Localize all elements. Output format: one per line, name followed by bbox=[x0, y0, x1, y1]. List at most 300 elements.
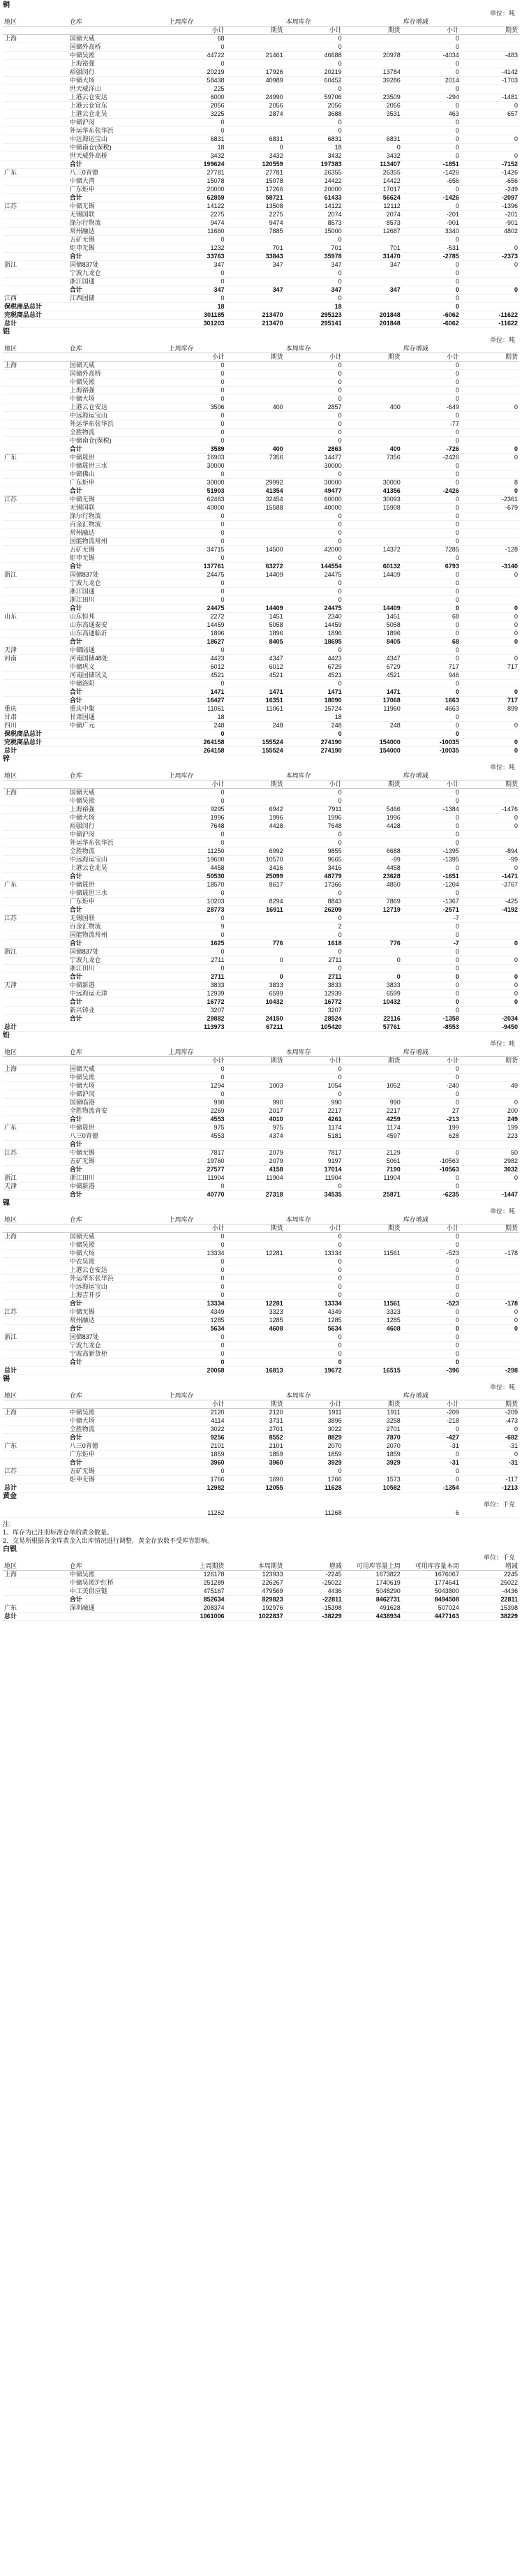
table-cell: 14409 bbox=[343, 571, 402, 579]
table-cell bbox=[226, 395, 285, 404]
table-cell: 中储晟世三水 bbox=[68, 889, 167, 898]
table-cell: 1174 bbox=[343, 1124, 402, 1132]
table-row bbox=[3, 973, 519, 982]
inventory-table bbox=[3, 1216, 519, 1375]
table-row bbox=[3, 847, 519, 856]
table-cell: 13508 bbox=[226, 202, 285, 211]
table-header bbox=[3, 772, 519, 780]
table-row bbox=[3, 1157, 519, 1166]
table-cell: 0 bbox=[226, 973, 285, 982]
table-cell: -1426 bbox=[402, 194, 461, 202]
table-cell bbox=[3, 1074, 68, 1082]
table-cell: 合计 bbox=[68, 697, 167, 705]
table-cell: 3432 bbox=[226, 152, 285, 161]
table-cell: 0 bbox=[461, 822, 519, 831]
table-cell: 10570 bbox=[226, 856, 285, 864]
table-row bbox=[3, 169, 519, 177]
table-cell: 中储沪闵 bbox=[68, 119, 167, 127]
table-cell: 3340 bbox=[402, 228, 461, 236]
table-cell: 15588 bbox=[226, 504, 285, 512]
table-cell: -2361 bbox=[461, 496, 519, 504]
table-cell: 3258 bbox=[343, 1417, 402, 1426]
column-header-futures: 期货 bbox=[461, 1400, 519, 1409]
table-row bbox=[3, 1183, 519, 1191]
table-cell: -294 bbox=[402, 94, 461, 102]
table-cell: 6942 bbox=[226, 806, 285, 814]
table-cell: 8617 bbox=[226, 881, 285, 889]
table-cell bbox=[3, 806, 68, 814]
table-cell: 山东恒邦 bbox=[68, 613, 167, 621]
table-cell bbox=[3, 1258, 68, 1266]
table-cell: 16515 bbox=[343, 1367, 402, 1375]
table-cell bbox=[3, 1291, 68, 1300]
table-cell: 15000 bbox=[285, 228, 343, 236]
table-cell: 常州融达 bbox=[68, 529, 167, 538]
table-cell: -128 bbox=[461, 546, 519, 554]
table-cell: 0 bbox=[285, 579, 343, 588]
table-cell: 江苏 bbox=[3, 202, 68, 211]
table-cell: 0 bbox=[402, 1074, 461, 1082]
table-cell: 9665 bbox=[285, 856, 343, 864]
column-header-last-week: 上周库存 bbox=[167, 1216, 225, 1224]
table-cell bbox=[461, 588, 519, 596]
table-row bbox=[3, 135, 519, 144]
table-cell: 宁波高新货柜 bbox=[68, 1350, 167, 1359]
table-cell bbox=[343, 119, 402, 127]
table-row bbox=[3, 538, 519, 546]
table-cell: 6599 bbox=[226, 990, 285, 998]
table-cell: 14122 bbox=[285, 202, 343, 211]
table-row bbox=[3, 697, 519, 705]
table-cell bbox=[3, 973, 68, 982]
table-cell: 6831 bbox=[167, 135, 225, 144]
table-cell bbox=[226, 1241, 285, 1250]
table-cell: 广东 bbox=[3, 169, 68, 177]
table-row bbox=[3, 529, 519, 538]
table-cell: 上海裕强 bbox=[68, 387, 167, 395]
table-cell: 0 bbox=[285, 60, 343, 68]
table-cell: 6012 bbox=[167, 663, 225, 672]
table-cell: 总计 bbox=[3, 747, 68, 755]
table-cell: 国储天威 bbox=[68, 362, 167, 370]
table-cell: 中储南仓(保税) bbox=[68, 437, 167, 445]
table-cell: 4114 bbox=[167, 1417, 225, 1426]
table-row bbox=[3, 1451, 519, 1459]
column-header-futures: 期货 bbox=[343, 780, 402, 789]
table-cell: 常州融达 bbox=[68, 1317, 167, 1325]
table-cell: 0 bbox=[285, 395, 343, 404]
table-cell: 34535 bbox=[285, 1191, 343, 1199]
table-cell bbox=[461, 378, 519, 387]
table-cell bbox=[226, 1090, 285, 1099]
table-cell: 0 bbox=[402, 1342, 461, 1350]
column-header-futures: 期货 bbox=[343, 1400, 402, 1409]
table-cell bbox=[461, 1007, 519, 1015]
table-cell: 50530 bbox=[167, 873, 225, 881]
table-cell: 宁波九龙仓 bbox=[68, 956, 167, 965]
table-row bbox=[3, 906, 519, 915]
table-cell bbox=[461, 1074, 519, 1082]
table-cell bbox=[343, 1359, 402, 1367]
table-cell bbox=[68, 311, 167, 320]
table-cell bbox=[461, 236, 519, 244]
table-cell bbox=[461, 1283, 519, 1291]
table-cell: -249 bbox=[461, 186, 519, 194]
table-cell: 0 bbox=[167, 1065, 225, 1074]
table-cell bbox=[3, 135, 68, 144]
table-cell: 2857 bbox=[285, 404, 343, 412]
column-header-subtotal: 小计 bbox=[402, 353, 461, 362]
table-cell: 3833 bbox=[343, 982, 402, 990]
table-cell: 天津 bbox=[3, 646, 68, 655]
table-cell: 裕强闵行 bbox=[68, 68, 167, 77]
table-cell: 0 bbox=[461, 739, 519, 747]
table-cell: 16351 bbox=[226, 697, 285, 705]
table-row bbox=[3, 303, 519, 311]
table-cell: 14459 bbox=[167, 621, 225, 630]
table-cell bbox=[226, 1509, 285, 1518]
table-cell: 27781 bbox=[167, 169, 225, 177]
table-cell: 479569 bbox=[226, 1587, 285, 1596]
spacer bbox=[3, 1224, 68, 1233]
table-cell: 9474 bbox=[226, 219, 285, 228]
table-cell: 河南国储48处 bbox=[68, 655, 167, 663]
table-cell: 62859 bbox=[167, 194, 225, 202]
table-cell: 23509 bbox=[343, 94, 402, 102]
table-cell: 990 bbox=[226, 1099, 285, 1107]
table-cell: 6729 bbox=[343, 663, 402, 672]
column-header-subtotal: 小计 bbox=[402, 780, 461, 789]
table-row bbox=[3, 797, 519, 806]
table-cell bbox=[226, 378, 285, 387]
table-cell: 合计 bbox=[68, 1015, 167, 1023]
table-cell: 11268 bbox=[285, 1509, 343, 1518]
table-cell: 0 bbox=[461, 1099, 519, 1107]
table-row bbox=[3, 1266, 519, 1275]
table-cell: -4034 bbox=[402, 52, 461, 60]
table-cell: 0 bbox=[402, 1325, 461, 1333]
table-cell bbox=[461, 529, 519, 538]
table-cell: 9197 bbox=[285, 1157, 343, 1166]
table-cell: 264158 bbox=[167, 739, 225, 747]
table-cell bbox=[461, 362, 519, 370]
table-cell: 0 bbox=[402, 822, 461, 831]
table-cell: 0 bbox=[167, 588, 225, 596]
table-cell: 0 bbox=[167, 387, 225, 395]
spacer bbox=[68, 1400, 167, 1409]
table-cell bbox=[343, 538, 402, 546]
table-cell: 274190 bbox=[285, 747, 343, 755]
table-cell: -25022 bbox=[285, 1579, 343, 1587]
table-cell: 4436 bbox=[285, 1587, 343, 1596]
column-header-region: 地区 bbox=[3, 1216, 68, 1224]
table-cell bbox=[461, 1359, 519, 1367]
table-cell: 0 bbox=[402, 119, 461, 127]
table-cell: 1052 bbox=[343, 1082, 402, 1090]
table-cell bbox=[461, 1266, 519, 1275]
spacer bbox=[68, 27, 167, 35]
table-cell bbox=[3, 1157, 68, 1166]
table-cell bbox=[461, 471, 519, 479]
table-cell: 4458 bbox=[167, 864, 225, 873]
table-cell: -1426 bbox=[402, 169, 461, 177]
note-item: 1、库存为已注册标准仓单的黄金数量。 bbox=[3, 1529, 114, 1536]
table-cell: 0 bbox=[285, 387, 343, 395]
table-cell bbox=[343, 1233, 402, 1241]
table-cell: -656 bbox=[461, 177, 519, 186]
table-cell: 合计 bbox=[68, 1434, 167, 1442]
table-row bbox=[3, 873, 519, 881]
table-cell: -8553 bbox=[402, 1023, 461, 1032]
table-cell: -473 bbox=[461, 1417, 519, 1426]
table-cell bbox=[3, 387, 68, 395]
table-cell: 广东 bbox=[3, 1442, 68, 1451]
table-cell: 8 bbox=[461, 479, 519, 487]
table-cell: 0 bbox=[343, 956, 402, 965]
table-cell: -1703 bbox=[461, 77, 519, 85]
table-row bbox=[3, 219, 519, 228]
table-cell: 4521 bbox=[167, 672, 225, 680]
table-cell: 8573 bbox=[285, 219, 343, 228]
table-cell: 16903 bbox=[167, 454, 225, 462]
notes bbox=[3, 1520, 519, 1546]
table-cell: 合计 bbox=[68, 638, 167, 646]
table-cell: 1471 bbox=[343, 688, 402, 697]
table-cell: 38229 bbox=[461, 1613, 519, 1621]
table-cell: -1851 bbox=[402, 161, 461, 169]
table-cell bbox=[461, 672, 519, 680]
table-cell: 总计 bbox=[3, 320, 68, 328]
table-cell bbox=[226, 1350, 285, 1359]
table-cell: 17014 bbox=[285, 1166, 343, 1174]
table-cell: -1358 bbox=[402, 1015, 461, 1023]
table-cell: 0 bbox=[167, 378, 225, 387]
table-cell: 上海 bbox=[3, 1571, 68, 1579]
table-cell bbox=[3, 244, 68, 253]
table-cell: 涤尔行物流 bbox=[68, 512, 167, 521]
spacer bbox=[343, 1049, 402, 1057]
table-cell: -1651 bbox=[402, 873, 461, 881]
table-cell: 13784 bbox=[343, 68, 402, 77]
table-cell: 0 bbox=[402, 973, 461, 982]
table-cell: 3929 bbox=[285, 1459, 343, 1467]
table-cell bbox=[68, 1367, 167, 1375]
table-cell: 155524 bbox=[226, 739, 285, 747]
table-cell: 总计 bbox=[3, 1367, 68, 1375]
table-cell: 29992 bbox=[226, 479, 285, 487]
table-row bbox=[3, 1090, 519, 1099]
table-cell: 2079 bbox=[226, 1149, 285, 1157]
spacer bbox=[226, 772, 285, 780]
table-cell: 1896 bbox=[226, 630, 285, 638]
table-cell: -209 bbox=[402, 1409, 461, 1417]
table-cell: 1690 bbox=[226, 1476, 285, 1484]
table-cell bbox=[343, 1241, 402, 1250]
table-cell: 199 bbox=[461, 1124, 519, 1132]
table-cell: 4597 bbox=[343, 1132, 402, 1141]
table-cell: 0 bbox=[461, 152, 519, 161]
table-cell: 3833 bbox=[226, 982, 285, 990]
table-cell: 347 bbox=[343, 286, 402, 295]
column-header-futures: 期货 bbox=[461, 1224, 519, 1233]
table-row bbox=[3, 68, 519, 77]
table-cell bbox=[343, 730, 402, 739]
table-cell: 2 bbox=[285, 923, 343, 931]
table-cell: 0 bbox=[461, 1451, 519, 1459]
table-cell bbox=[226, 588, 285, 596]
table-cell bbox=[3, 822, 68, 831]
table-cell bbox=[461, 889, 519, 898]
table-cell: 899 bbox=[461, 705, 519, 713]
section-title: 黄金 bbox=[3, 1493, 17, 1500]
table-cell bbox=[3, 956, 68, 965]
table-cell: 13334 bbox=[167, 1250, 225, 1258]
table-cell: 14500 bbox=[226, 546, 285, 554]
table-cell: -483 bbox=[461, 52, 519, 60]
table-cell bbox=[343, 35, 402, 43]
table-cell: 中储大场 bbox=[68, 814, 167, 822]
table-cell bbox=[461, 144, 519, 152]
column-header-subtotal: 小计 bbox=[285, 1400, 343, 1409]
table-cell: 776 bbox=[226, 940, 285, 948]
table-cell: 0 bbox=[402, 35, 461, 43]
table-cell bbox=[461, 965, 519, 973]
table-cell: 17017 bbox=[343, 186, 402, 194]
table-cell: 0 bbox=[285, 1283, 343, 1291]
table-cell: 1285 bbox=[343, 1317, 402, 1325]
table-cell bbox=[226, 1283, 285, 1291]
column-header-subtotal: 小计 bbox=[402, 1224, 461, 1233]
table-cell bbox=[461, 420, 519, 429]
table-cell: 6992 bbox=[226, 847, 285, 856]
table-cell: 保税商品总计 bbox=[3, 730, 68, 739]
spacer bbox=[68, 780, 167, 789]
table-cell: -1396 bbox=[461, 202, 519, 211]
table-cell: -11622 bbox=[461, 311, 519, 320]
table-cell: 0 bbox=[402, 655, 461, 663]
table-cell bbox=[343, 412, 402, 420]
table-cell: 776 bbox=[343, 940, 402, 948]
table-cell: -31 bbox=[402, 1442, 461, 1451]
table-cell: 12112 bbox=[343, 202, 402, 211]
table-cell bbox=[461, 538, 519, 546]
table-cell: 11628 bbox=[285, 1484, 343, 1493]
table-cell: -531 bbox=[402, 244, 461, 253]
column-header-change: 库存增减 bbox=[402, 1216, 461, 1224]
table-cell: 0 bbox=[402, 60, 461, 68]
table-cell: 20000 bbox=[167, 186, 225, 194]
table-cell: 58721 bbox=[226, 194, 285, 202]
table-cell: 4608 bbox=[343, 1325, 402, 1333]
table-cell bbox=[226, 1233, 285, 1241]
table-cell bbox=[3, 663, 68, 672]
table-cell: 国储837处 bbox=[68, 948, 167, 956]
table-cell: 19672 bbox=[285, 1367, 343, 1375]
table-cell: 2120 bbox=[226, 1409, 285, 1417]
table-cell: 59706 bbox=[285, 94, 343, 102]
table-cell: 9855 bbox=[285, 847, 343, 856]
table-cell: 百金汇物流 bbox=[68, 923, 167, 931]
table-cell: 199 bbox=[402, 1124, 461, 1132]
table-row bbox=[3, 889, 519, 898]
table-cell: 合计 bbox=[68, 1116, 167, 1124]
column-header: 本周期货 bbox=[226, 1562, 285, 1571]
table-cell: 中储无锡 bbox=[68, 1308, 167, 1317]
table-cell: 60132 bbox=[343, 563, 402, 571]
table-cell: 2074 bbox=[343, 211, 402, 219]
column-header-this-week: 本周库存 bbox=[285, 345, 343, 353]
table-cell: 11960 bbox=[343, 705, 402, 713]
table-cell bbox=[68, 1023, 167, 1032]
table-cell: 国储837处 bbox=[68, 1333, 167, 1342]
column-header-last-week: 上周库存 bbox=[167, 18, 225, 27]
table-cell: 9474 bbox=[167, 219, 225, 228]
table-cell bbox=[343, 236, 402, 244]
table-cell: -649 bbox=[402, 404, 461, 412]
table-cell: 657 bbox=[461, 110, 519, 119]
table-cell: 合计 bbox=[68, 688, 167, 697]
table-cell: 4347 bbox=[343, 655, 402, 663]
table-cell bbox=[461, 429, 519, 437]
table-cell: 6793 bbox=[402, 563, 461, 571]
table-cell bbox=[3, 563, 68, 571]
spacer bbox=[461, 1216, 519, 1224]
table-cell bbox=[3, 990, 68, 998]
table-cell bbox=[343, 1333, 402, 1342]
table-cell: 32454 bbox=[226, 496, 285, 504]
table-cell: 0 bbox=[402, 412, 461, 420]
table-cell bbox=[3, 588, 68, 596]
table-cell bbox=[226, 529, 285, 538]
table-cell bbox=[343, 1065, 402, 1074]
table-cell bbox=[226, 269, 285, 278]
table-cell: 0 bbox=[402, 948, 461, 956]
table-cell: 4477163 bbox=[402, 1613, 461, 1621]
table-cell: 6729 bbox=[285, 663, 343, 672]
table-cell: 4521 bbox=[226, 672, 285, 680]
spacer bbox=[226, 1049, 285, 1057]
table-cell bbox=[461, 1350, 519, 1359]
table-cell: 12982 bbox=[167, 1484, 225, 1493]
table-cell: 中储广元 bbox=[68, 722, 167, 730]
table-cell: 中农吴淞 bbox=[68, 1258, 167, 1266]
table-cell: 1896 bbox=[343, 630, 402, 638]
table-cell: 0 bbox=[402, 278, 461, 286]
table-cell: 0 bbox=[285, 789, 343, 797]
table-cell: 295141 bbox=[285, 320, 343, 328]
table-cell: 20068 bbox=[167, 1367, 225, 1375]
table-cell bbox=[3, 85, 68, 94]
table-cell: 合计 bbox=[68, 194, 167, 202]
column-header-futures: 期货 bbox=[343, 1057, 402, 1065]
table-cell: 248 bbox=[343, 722, 402, 730]
table-cell bbox=[226, 420, 285, 429]
table-cell: 2711 bbox=[285, 956, 343, 965]
table-cell: 2217 bbox=[285, 1107, 343, 1116]
table-cell: 8573 bbox=[343, 219, 402, 228]
table-cell bbox=[68, 739, 167, 747]
table-cell: 0 bbox=[402, 387, 461, 395]
table-cell bbox=[343, 269, 402, 278]
table-cell: 国储天威 bbox=[68, 35, 167, 43]
table-cell: 0 bbox=[167, 119, 225, 127]
table-cell: 0 bbox=[343, 973, 402, 982]
table-cell: 3432 bbox=[285, 152, 343, 161]
table-cell bbox=[343, 789, 402, 797]
table-cell: 7356 bbox=[226, 454, 285, 462]
table-row bbox=[3, 864, 519, 873]
table-cell bbox=[3, 1317, 68, 1325]
